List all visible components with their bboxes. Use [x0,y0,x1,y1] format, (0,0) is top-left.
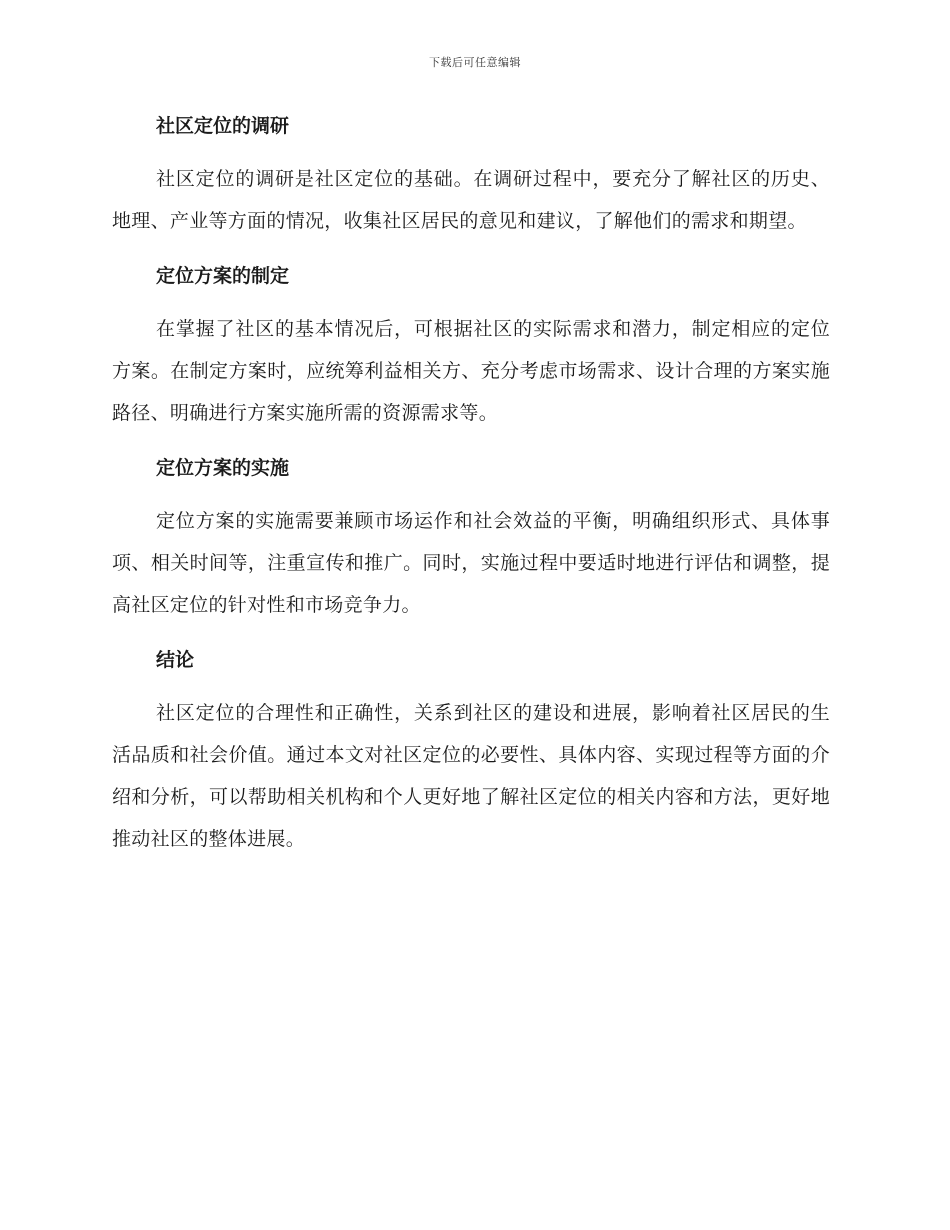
section-paragraph: 定位方案的实施需要兼顾市场运作和社会效益的平衡，明确组织形式、具体事项、相关时间等，注重宣传和推广。同时，实施过程中要适时地进行评估和调整，提高社区定位的针对性和市场竞争力。 [112,510,830,616]
section-heading: 结论 [156,649,195,671]
section-plan-implementation [112,452,830,626]
section-conclusion [112,644,830,860]
section-heading: 定位方案的制定 [156,265,290,287]
section-plan-formulation [112,260,830,434]
section-heading: 社区定位的调研 [156,115,290,137]
section-paragraph: 社区定位的合理性和正确性，关系到社区的建设和进展，影响着社区居民的生活品质和社会价值。通过本文对社区定位的必要性、具体内容、实现过程等方面的介绍和分析，可以帮助相关机构和个人更好地了解社区定位的相关内容和方法，更好地推动社区的整体进展。 [112,702,830,850]
header-note: 下载后可任意编辑 [429,56,521,69]
section-research [112,110,830,242]
section-heading: 定位方案的实施 [156,457,290,479]
section-paragraph: 社区定位的调研是社区定位的基础。在调研过程中，要充分了解社区的历史、地理、产业等方面的情况，收集社区居民的意见和建议，了解他们的需求和期望。 [112,168,830,232]
document-body [112,110,830,878]
section-paragraph: 在掌握了社区的基本情况后，可根据社区的实际需求和潜力，制定相应的定位方案。在制定方案时，应统筹利益相关方、充分考虑市场需求、设计合理的方案实施路径、明确进行方案实施所需的资源需求等。 [112,318,830,424]
